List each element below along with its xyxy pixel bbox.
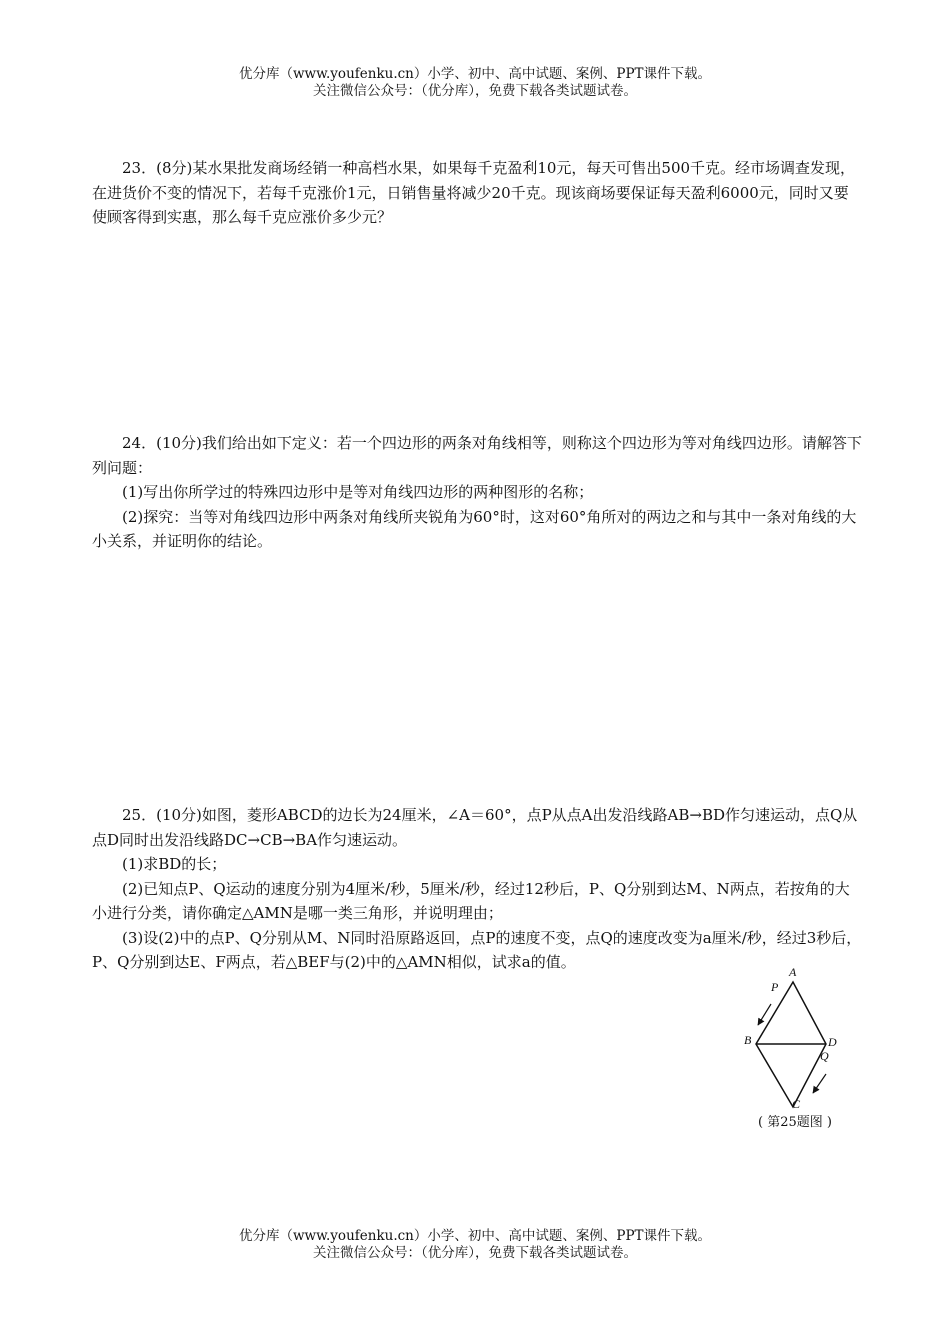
question-24-text: 24．(10分)我们给出如下定义：若一个四边形的两条对角线相等，则称这个四边形为等对角线四边形。请解答下列问题： — [92, 434, 862, 477]
question-24-part-1: (1)写出你所学过的特殊四边形中是等对角线四边形的两种图形的名称； — [122, 483, 594, 501]
question-25-part-3: (3)设(2)中的点P、Q分别从M、N同时沿原路返回，点P的速度不变，点Q的速度改变为a厘米/秒，经过3秒后，P、Q分别到达E、F两点，若△BEF与(2)中的△AMN相似，试求a的值。 — [92, 928, 862, 971]
footer-line-2: 关注微信公众号：（优分库），免费下载各类试题试卷。 — [313, 1245, 637, 1261]
footer-line-1: 优分库（www.youfenku.cn）小学、初中、高中试题、案例、PPT课件下载。 — [238, 1228, 712, 1244]
question-24 — [92, 431, 862, 554]
question-25-part-1: (1)求BD的长； — [122, 855, 227, 873]
question-24-part-2: (2)探究：当等对角线四边形中两条对角线所夹锐角为60°时，这对60°角所对的两边之和与其中一条对角线的大小关系，并证明你的结论。 — [92, 507, 857, 550]
question-25 — [92, 803, 862, 975]
label-p: P — [771, 980, 779, 994]
label-b: B — [744, 1033, 752, 1047]
rhombus-figure — [738, 962, 848, 1112]
header-line-1: 优分库（www.youfenku.cn）小学、初中、高中试题、案例、PPT课件下载。 — [238, 66, 712, 82]
page-footer — [0, 1228, 950, 1262]
question-25-text: 25．(10分)如图，菱形ABCD的边长为24厘米，∠A＝60°，点P从点A出发沿线路AB→BD作匀速运动，点Q从点D同时出发沿线路DC→CB→BA作匀速运动。 — [92, 806, 858, 849]
label-a: A — [789, 965, 797, 979]
figure-caption: ( 第25题图 ) — [758, 1115, 832, 1130]
label-d: D — [828, 1035, 837, 1049]
header-line-2: 关注微信公众号：（优分库），免费下载各类试题试卷。 — [313, 83, 637, 99]
page-header — [0, 66, 950, 100]
question-23 — [92, 156, 862, 230]
label-c: C — [792, 1097, 801, 1111]
arrow-q — [813, 1074, 826, 1093]
question-25-part-2: (2)已知点P、Q运动的速度分别为4厘米/秒，5厘米/秒，经过12秒后，P、Q分别到达M、N两点，若按角的大小进行分类，请你确定△AMN是哪一类三角形，并说明理由； — [92, 879, 850, 922]
label-q: Q — [820, 1049, 829, 1063]
question-23-text: 23．(8分)某水果批发商场经销一种高档水果，如果每千克盈利10元，每天可售出500千克。经市场调查发现，在进货价不变的情况下，若每千克涨价1元，日销售量将减少20千克。现该商场要保证每天盈利6000元，同时又要使顾客得到实惠，那么每千克应涨价多少元？ — [92, 159, 856, 226]
